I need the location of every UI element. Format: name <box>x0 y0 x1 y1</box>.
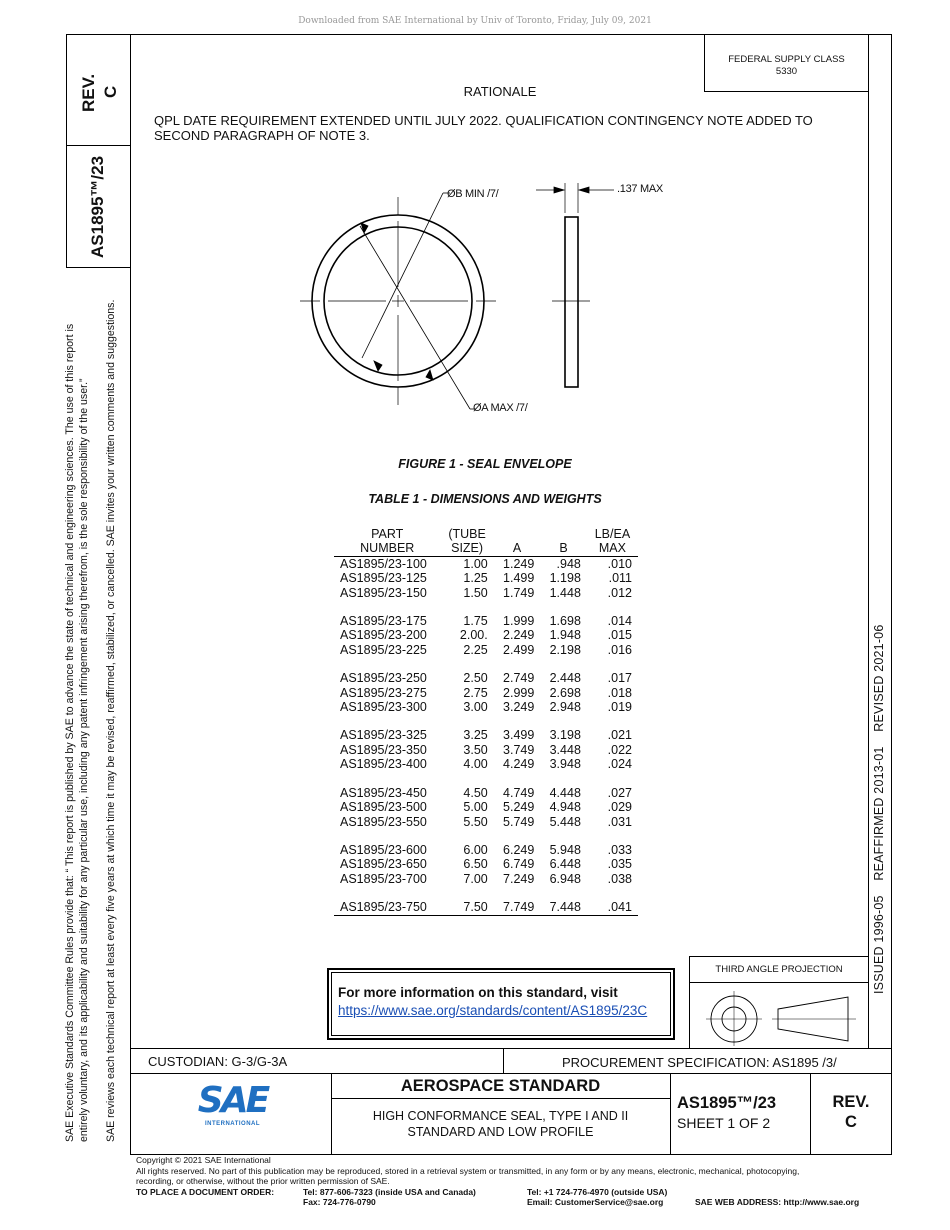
table-caption: TABLE 1 - DIMENSIONS AND WEIGHTS <box>368 492 602 506</box>
seal-side-view <box>552 183 590 387</box>
doc-number: AS1895™/23 <box>677 1094 777 1112</box>
cell-weight: .011 <box>608 571 632 586</box>
cell-part-number: AS1895/23-350 <box>340 742 427 757</box>
cell-tube-size: 6.50 <box>463 857 488 872</box>
table-body <box>334 556 638 915</box>
footer-order-label: TO PLACE A DOCUMENT ORDER: <box>136 1187 275 1197</box>
header-tube-1: (TUBE <box>448 527 486 541</box>
table-row <box>334 614 638 628</box>
thickness-dimension <box>536 187 614 193</box>
cell-tube-size: 2.50 <box>463 671 488 686</box>
cell-dim-b: .948 <box>556 556 581 571</box>
cell-dim-b: 4.948 <box>549 800 581 815</box>
custodian: CUSTODIAN: G-3/G-3A <box>148 1054 288 1069</box>
table-row <box>334 757 638 771</box>
cell-weight: .038 <box>607 871 632 886</box>
sae-logo-sub: INTERNATIONAL <box>204 1121 261 1127</box>
cell-dim-b: 5.448 <box>549 814 581 829</box>
label-thickness: .137 MAX <box>617 183 663 195</box>
title-row-divider <box>331 1098 670 1099</box>
header-b: B <box>559 541 568 556</box>
cell-tube-size: 1.50 <box>463 585 488 600</box>
cell-dim-a: 1.749 <box>503 585 535 600</box>
supply-class-value: 5330 <box>775 66 798 77</box>
cell-weight: .010 <box>607 556 632 571</box>
cell-weight: .029 <box>607 800 632 815</box>
cell-part-number: AS1895/23-750 <box>340 900 427 915</box>
header-part-2: NUMBER <box>360 541 415 556</box>
cell-part-number: AS1895/23-100 <box>340 556 427 571</box>
table-header-row-1 <box>334 527 638 541</box>
projection-label: THIRD ANGLE PROJECTION <box>715 964 843 975</box>
cell-weight: .035 <box>607 857 632 872</box>
cell-tube-size: 3.50 <box>463 742 488 757</box>
cell-part-number: AS1895/23-325 <box>340 728 427 743</box>
label-diameter-b: ØB MIN /7/ <box>447 188 499 200</box>
info-text: For more information on this standard, visit <box>338 985 618 1000</box>
header-tube-2: SIZE) <box>451 541 484 556</box>
sheet-number: SHEET 1 OF 2 <box>677 1115 771 1131</box>
cell-part-number: AS1895/23-125 <box>340 571 427 586</box>
cell-part-number: AS1895/23-400 <box>340 757 427 772</box>
cell-part-number: AS1895/23-450 <box>340 785 427 800</box>
table-row <box>334 686 638 700</box>
table-row <box>334 743 638 757</box>
cell-part-number: AS1895/23-650 <box>340 857 427 872</box>
cell-dim-a: 2.999 <box>503 685 535 700</box>
cell-dim-b: 2.948 <box>549 700 581 715</box>
header-weight-2: MAX <box>598 541 626 556</box>
cell-part-number: AS1895/23-500 <box>340 800 427 815</box>
table-group-spacer <box>334 772 638 786</box>
cell-dim-b: 5.948 <box>549 842 581 857</box>
cell-part-number: AS1895/23-175 <box>340 614 427 629</box>
supply-class-label: FEDERAL SUPPLY CLASS <box>728 54 845 65</box>
table-group-spacer <box>334 600 638 614</box>
doc-number-left: AS1895™/23 <box>88 155 107 258</box>
footer-rights-1: All rights reserved. No part of this publication may be reproduced, stored in a retrieval system or transmitted, in any form or by any means, electronic, mechanical, photocopying, <box>136 1165 800 1176</box>
cell-weight: .016 <box>607 642 632 657</box>
diameter-a-leader <box>360 226 476 409</box>
cell-weight: .021 <box>607 728 632 743</box>
cell-dim-b: 2.198 <box>549 642 581 657</box>
title-col-divider-2 <box>670 1073 671 1155</box>
cell-weight: .019 <box>607 700 632 715</box>
title-line-1: HIGH CONFORMANCE SEAL, TYPE I AND II <box>372 1109 629 1123</box>
cell-dim-a: 3.749 <box>503 742 535 757</box>
label-diameter-a: ØA MAX /7/ <box>473 402 528 414</box>
rev-label-left: REV. <box>79 73 98 112</box>
cell-weight: .015 <box>607 628 632 643</box>
cell-dim-b: 1.448 <box>549 585 581 600</box>
cell-tube-size: 2.25 <box>463 642 488 657</box>
cell-dim-a: 1.999 <box>503 614 535 629</box>
cell-weight: .012 <box>607 585 632 600</box>
cell-weight: .031 <box>607 814 632 829</box>
title-block-top-line <box>130 1048 892 1049</box>
cell-tube-size: 1.00 <box>463 556 488 571</box>
table-row <box>334 872 638 886</box>
cell-tube-size: 6.00 <box>463 842 488 857</box>
table-group-spacer <box>334 829 638 843</box>
header-part-1: PART <box>371 527 404 541</box>
cell-tube-size: 5.00 <box>463 800 488 815</box>
cell-dim-a: 3.499 <box>503 728 535 743</box>
cell-dim-a: 4.249 <box>503 757 535 772</box>
table-row <box>334 586 638 600</box>
cell-dim-b: 1.948 <box>549 628 581 643</box>
cell-part-number: AS1895/23-150 <box>340 585 427 600</box>
legal-notice-3: SAE reviews each technical report at least every five years at which time it may be revised, reaffirmed, stabilized, or cancelled. SAE invites your written comments and suggestions. <box>105 299 117 1142</box>
footer-fax: Fax: 724-776-0790 <box>303 1197 376 1207</box>
cell-dim-b: 6.948 <box>549 871 581 886</box>
table-group-spacer <box>334 657 638 671</box>
cell-part-number: AS1895/23-225 <box>340 642 427 657</box>
cell-weight: .022 <box>607 742 632 757</box>
cell-dim-a: 3.249 <box>503 700 535 715</box>
right-strip-divider <box>868 34 869 1049</box>
cell-dim-b: 2.698 <box>549 685 581 700</box>
cell-tube-size: 2.00. <box>459 628 488 643</box>
cell-dim-a: 6.249 <box>503 842 535 857</box>
diameter-b-leader <box>361 193 450 380</box>
rev-value-left: C <box>101 85 120 98</box>
procurement-spec: PROCUREMENT SPECIFICATION: AS1895 /3/ <box>562 1055 837 1070</box>
cell-weight: .041 <box>607 900 632 915</box>
projection-divider <box>689 982 869 983</box>
title-line-2: STANDARD AND LOW PROFILE <box>407 1125 594 1139</box>
cell-tube-size: 2.75 <box>463 685 488 700</box>
table-row <box>334 800 638 814</box>
table-row <box>334 857 638 871</box>
seal-envelope-drawing <box>290 175 630 425</box>
table-row <box>334 700 638 714</box>
figure-caption: FIGURE 1 - SEAL ENVELOPE <box>398 457 572 471</box>
cell-dim-a: 7.249 <box>503 871 535 886</box>
table-row <box>334 643 638 657</box>
cell-part-number: AS1895/23-275 <box>340 685 427 700</box>
footer-copyright: Copyright © 2021 SAE International <box>136 1155 271 1165</box>
sae-logo <box>190 1080 275 1127</box>
rationale-heading: RATIONALE <box>463 84 537 99</box>
footer-rights-2: recording, or otherwise, without the prior written permission of SAE. <box>136 1176 390 1186</box>
cell-tube-size: 1.75 <box>463 614 488 629</box>
cell-part-number: AS1895/23-200 <box>340 628 427 643</box>
rationale-text: QPL DATE REQUIREMENT EXTENDED UNTIL JULY 2022. QUALIFICATION CONTINGENCY NOTE ADDED TO SECOND PARAGRAPH OF NOTE 3. <box>154 113 813 143</box>
cell-part-number: AS1895/23-600 <box>340 842 427 857</box>
cell-tube-size: 4.50 <box>463 785 488 800</box>
cell-dim-b: 1.698 <box>549 614 581 629</box>
table-row <box>334 628 638 642</box>
table-row <box>334 571 638 585</box>
table-row <box>334 671 638 685</box>
cell-tube-size: 3.00 <box>463 700 488 715</box>
cell-dim-a: 5.749 <box>503 814 535 829</box>
cell-dim-a: 6.749 <box>503 857 535 872</box>
custodian-divider <box>503 1048 504 1074</box>
cell-dim-b: 2.448 <box>549 671 581 686</box>
table-row <box>334 556 638 571</box>
table-group-spacer <box>334 886 638 900</box>
table-header-row-2 <box>334 541 638 556</box>
cell-dim-b: 1.198 <box>549 571 581 586</box>
cell-dim-a: 1.499 <box>503 571 535 586</box>
cell-part-number: AS1895/23-250 <box>340 671 427 686</box>
cell-dim-b: 3.448 <box>549 742 581 757</box>
cell-dim-b: 7.448 <box>549 900 581 915</box>
cell-tube-size: 1.25 <box>463 571 488 586</box>
footer-tel-usa: Tel: 877-606-7323 (inside USA and Canada) <box>303 1187 476 1197</box>
download-banner: Downloaded from SAE International by Univ of Toronto, Friday, July 09, 2021 <box>298 16 652 26</box>
cell-part-number: AS1895/23-700 <box>340 871 427 886</box>
cell-dim-b: 6.448 <box>549 857 581 872</box>
legal-notice-2: entirely voluntary, and its applicability and suitability for any particular use, including any patent infringement arising therefrom, is the sole responsibility of the user.” <box>78 378 90 1142</box>
cell-weight: .024 <box>607 757 632 772</box>
table-row <box>334 900 638 915</box>
table-row <box>334 843 638 857</box>
cell-tube-size: 7.00 <box>463 871 488 886</box>
table-row <box>334 815 638 829</box>
footer-tel-outside: Tel: +1 724-776-4970 (outside USA) <box>527 1187 668 1197</box>
footer <box>136 1155 886 1187</box>
table-row <box>334 786 638 800</box>
cell-dim-a: 5.249 <box>503 800 535 815</box>
table-group-spacer <box>334 714 638 728</box>
cell-tube-size: 4.00 <box>463 757 488 772</box>
cell-weight: .027 <box>607 785 632 800</box>
cell-dim-a: 2.499 <box>503 642 535 657</box>
legal-notice-1: SAE Executive Standards Committee Rules provide that: “ This report is published by SAE to advance the state of technical and engineering sciences. The use of this report is <box>64 323 76 1142</box>
cell-weight: .018 <box>607 685 632 700</box>
dimensions-table <box>334 527 638 916</box>
rev-value: C <box>845 1113 857 1131</box>
standard-link[interactable]: https://www.sae.org/standards/content/AS1895/23C <box>338 1003 648 1018</box>
cell-part-number: AS1895/23-300 <box>340 700 427 715</box>
cell-tube-size: 3.25 <box>463 728 488 743</box>
center-lines <box>300 197 496 405</box>
cell-part-number: AS1895/23-550 <box>340 814 427 829</box>
header-a: A <box>512 541 522 556</box>
footer-email: Email: CustomerService@sae.org <box>527 1197 664 1207</box>
cell-dim-a: 1.249 <box>503 556 535 571</box>
standard-type: AEROSPACE STANDARD <box>400 1077 601 1095</box>
cell-dim-a: 2.249 <box>503 628 535 643</box>
cell-dim-b: 3.948 <box>549 757 581 772</box>
cell-dim-b: 3.198 <box>549 728 581 743</box>
cell-weight: .017 <box>607 671 632 686</box>
projection-symbol-icon <box>700 988 860 1046</box>
cell-dim-a: 2.749 <box>503 671 535 686</box>
rev-label: REV. <box>832 1093 870 1111</box>
cell-weight: .014 <box>607 614 632 629</box>
sae-logo-text: SAE <box>197 1080 268 1121</box>
cell-dim-a: 7.749 <box>503 900 535 915</box>
cell-dim-b: 4.448 <box>549 785 581 800</box>
cell-tube-size: 7.50 <box>463 900 488 915</box>
dimensions-table-wrap <box>334 527 638 916</box>
header-weight-1: LB/EA <box>594 527 631 541</box>
revision-history: ISSUED 1996-05 REAFFIRMED 2013-01 REVISED 2021-06 <box>872 624 886 994</box>
footer-web: SAE WEB ADDRESS: http://www.sae.org <box>695 1197 860 1207</box>
table-row <box>334 728 638 742</box>
cell-tube-size: 5.50 <box>463 814 488 829</box>
cell-weight: .033 <box>607 842 632 857</box>
cell-dim-a: 4.749 <box>503 785 535 800</box>
